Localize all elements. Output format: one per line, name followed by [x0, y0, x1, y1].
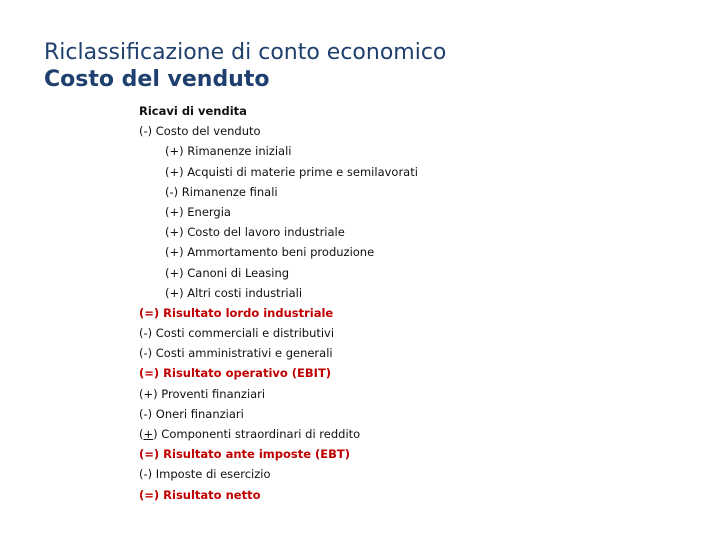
- row-costi-amministrativi: (-) Costi amministrativi e generali: [139, 346, 333, 361]
- title-block: [44, 40, 446, 94]
- row-ricavi-di-vendita: Ricavi di vendita: [139, 104, 247, 118]
- row-componenti-straordinari-label: Componenti straordinari di reddito: [161, 427, 361, 441]
- income-statement-list: [139, 101, 418, 505]
- row-energia: (+) Energia: [165, 204, 231, 219]
- row-costo-lavoro: (+) Costo del lavoro industriale: [165, 225, 345, 240]
- row-proventi-finanziari: (+) Proventi finanziari: [139, 386, 266, 401]
- row-imposte: (-) Imposte di esercizio: [139, 467, 271, 482]
- row-risultato-netto: (=) Risultato netto: [139, 487, 261, 502]
- row-componenti-straordinari: (+) Componenti straordinari di reddito: [139, 427, 361, 441]
- plus-minus-sign: +: [143, 427, 154, 441]
- row-oneri-finanziari: (-) Oneri finanziari: [139, 406, 244, 421]
- row-canoni-leasing: (+) Canoni di Leasing: [165, 265, 290, 280]
- row-altri-costi: (+) Altri costi industriali: [165, 285, 303, 300]
- row-costo-del-venduto: (-) Costo del venduto: [139, 124, 261, 139]
- row-costi-commerciali: (-) Costi commerciali e distributivi: [139, 326, 335, 341]
- row-risultato-operativo: (=) Risultato operativo (EBIT): [139, 366, 332, 381]
- row-ammortamento: (+) Ammortamento beni produzione: [165, 245, 375, 260]
- row-acquisti: (+) Acquisti di materie prime e semilavorati: [165, 164, 418, 179]
- row-risultato-lordo-industriale: (=) Risultato lordo industriale: [139, 305, 334, 320]
- page-title: Riclassificazione di conto economico: [44, 40, 447, 65]
- row-risultato-ante-imposte: (=) Risultato ante imposte (EBT): [139, 447, 351, 462]
- page-subtitle: Costo del venduto: [44, 67, 270, 92]
- row-rimanenze-finali: (-) Rimanenze finali: [165, 184, 278, 199]
- row-rimanenze-iniziali: (+) Rimanenze iniziali: [165, 144, 292, 159]
